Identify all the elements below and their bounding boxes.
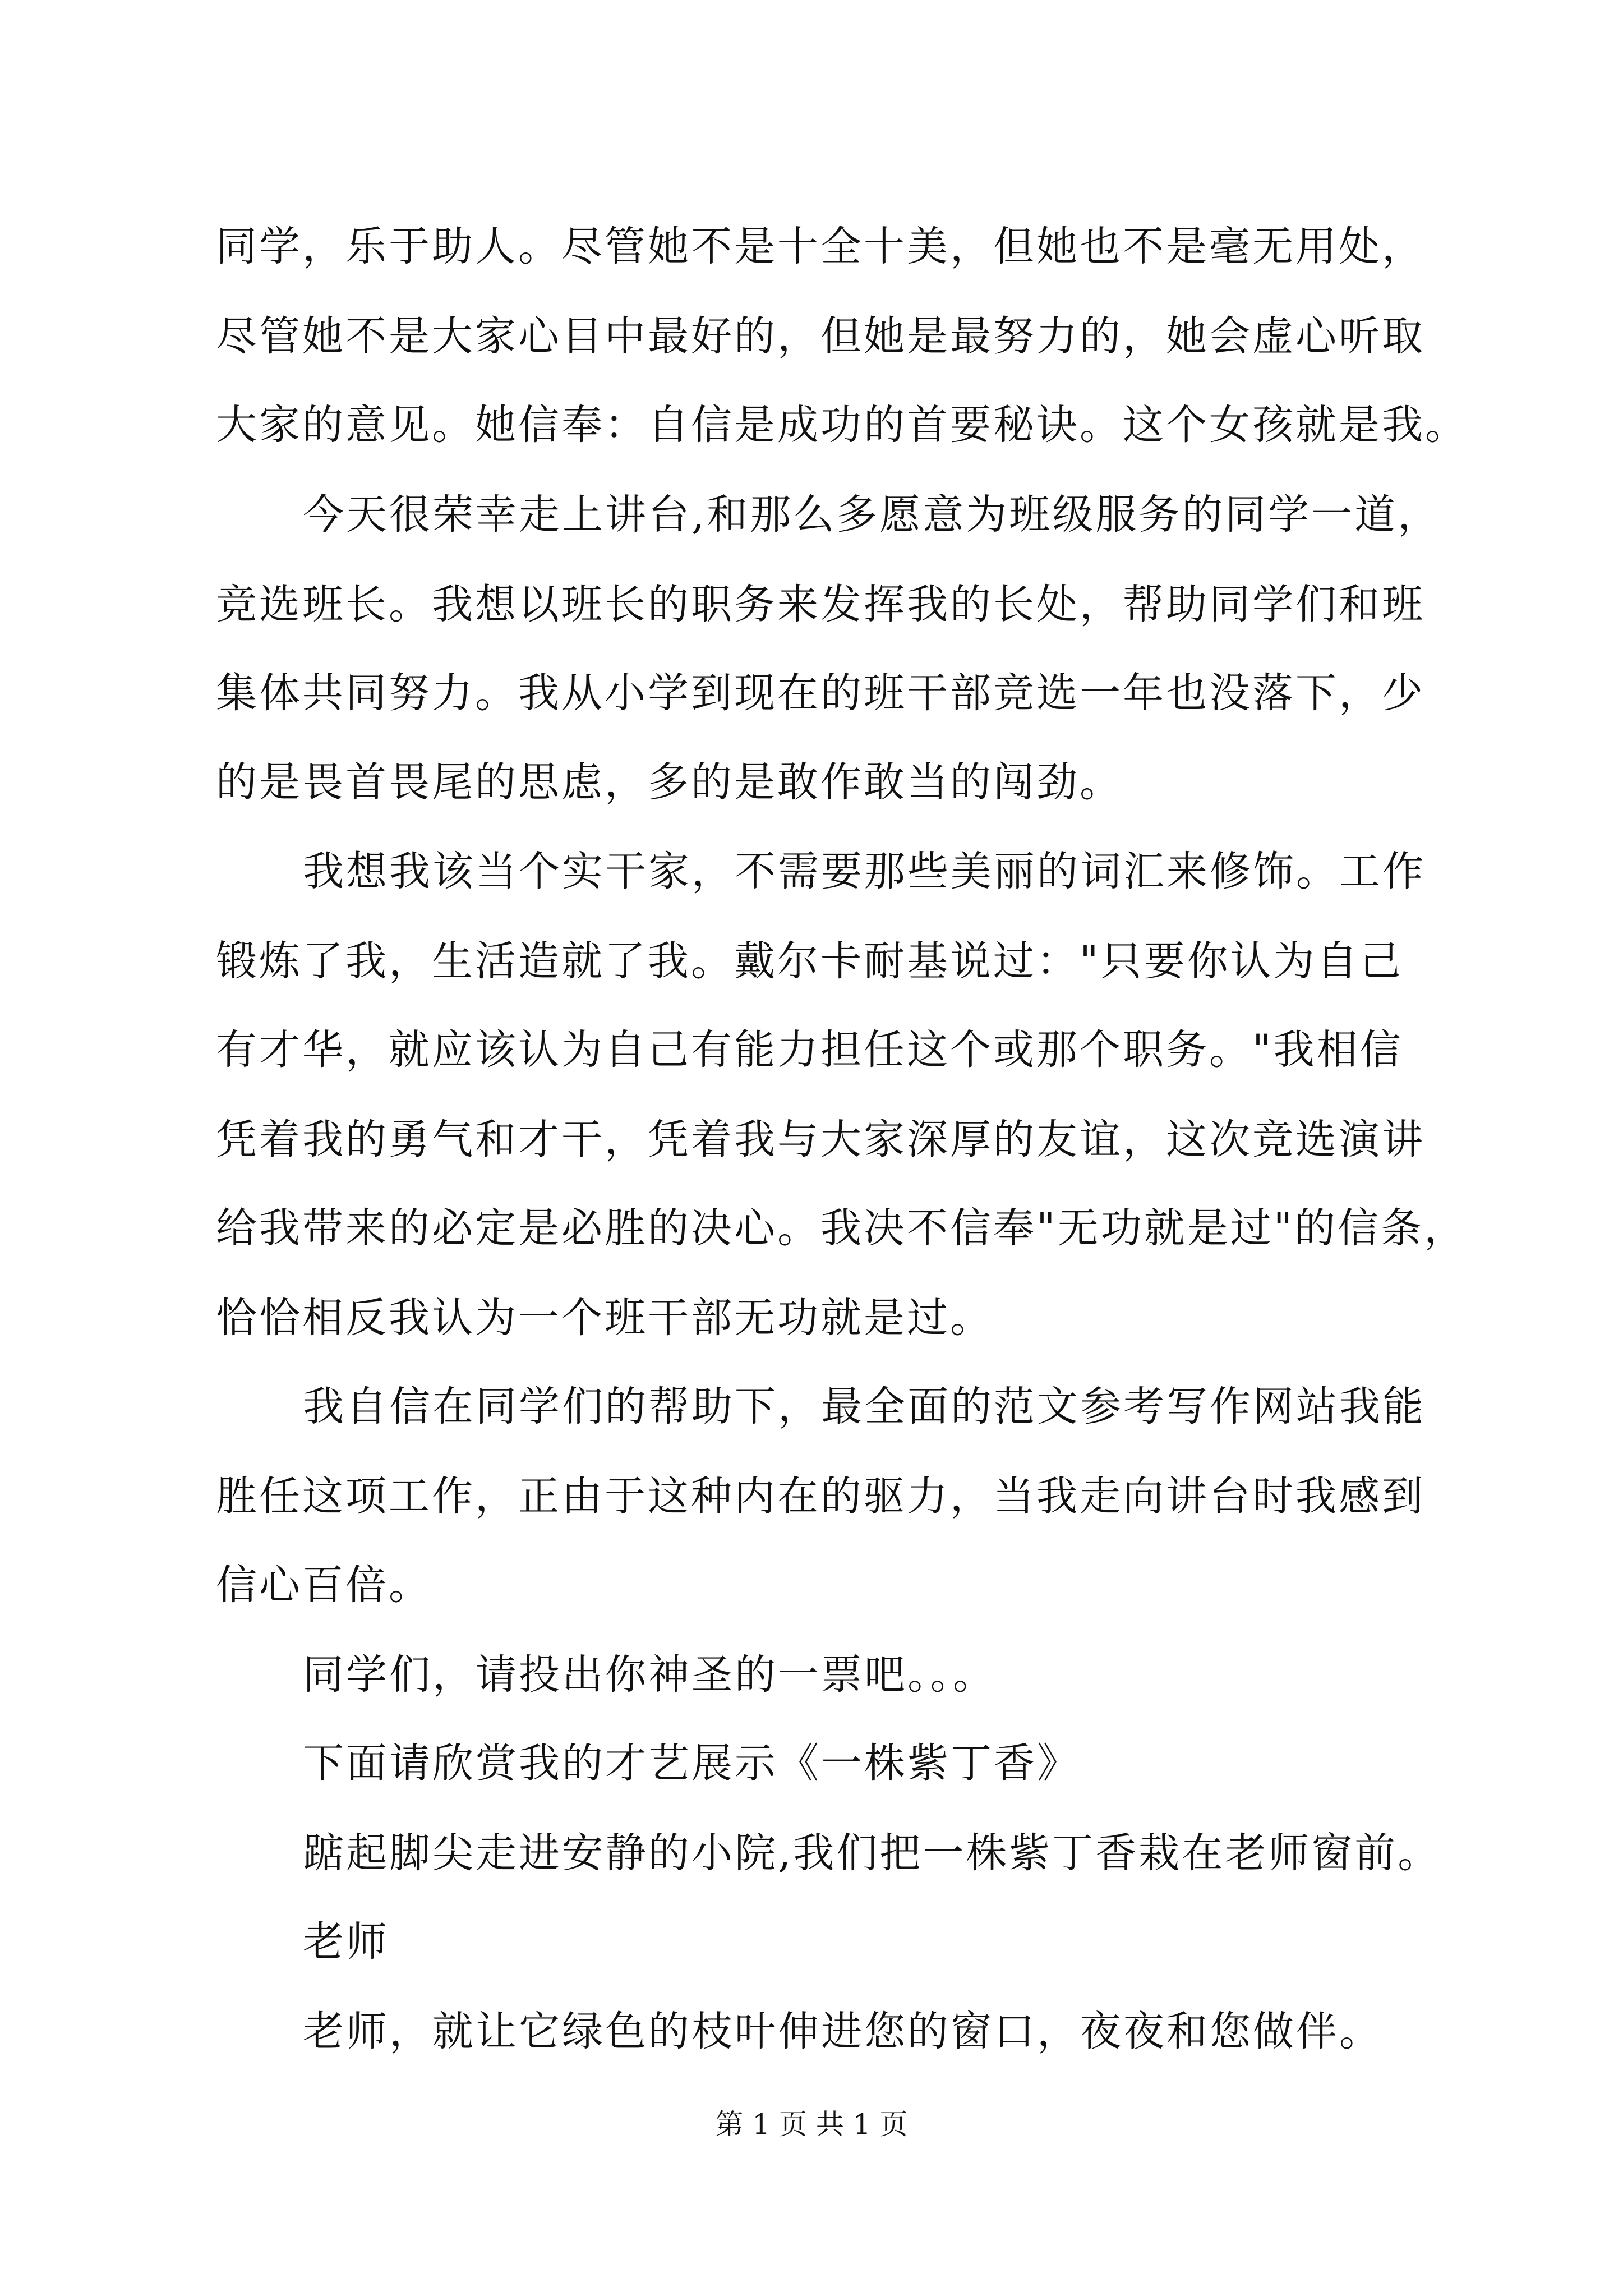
page-number-footer: 第 1 页 共 1 页 [715, 2108, 908, 2141]
text-line: 踮起脚尖走进安静的小院,我们把一株紫丁香栽在老师窗前。 [303, 1829, 1441, 1877]
text-line: 下面请欣赏我的才艺展示《一株紫丁香》 [303, 1740, 1080, 1787]
text-line: 尽管她不是大家心目中最好的，但她是最努力的，她会虚心听取 [216, 312, 1425, 360]
text-line: 大家的意见。她信奉：自信是成功的首要秘诀。这个女孩就是我。 [216, 401, 1468, 449]
text-line: 信心百倍。 [216, 1561, 432, 1609]
text-line: 的是畏首畏尾的思虑，多的是敢作敢当的闯劲。 [216, 758, 1123, 806]
text-line: 给我带来的必定是必胜的决心。我决不信奉"无功就是过"的信条， [216, 1204, 1468, 1252]
text-line: 老师 [303, 1918, 389, 1966]
text-line: 凭着我的勇气和才干，凭着我与大家深厚的友谊，这次竞选演讲 [216, 1116, 1425, 1163]
text-line: 同学，乐于助人。尽管她不是十全十美，但她也不是毫无用处， [216, 223, 1425, 270]
text-line: 我想我该当个实干家，不需要那些美丽的词汇来修饰。工作 [303, 848, 1426, 895]
text-line: 集体共同努力。我从小学到现在的班干部竞选一年也没落下，少 [216, 669, 1425, 717]
text-line: 有才华，就应该认为自己有能力担任这个或那个职务。"我相信 [216, 1026, 1403, 1074]
text-line: 胜任这项工作，正由于这种内在的驱力，当我走向讲台时我感到 [216, 1473, 1425, 1520]
text-line: 锻炼了我，生活造就了我。戴尔卡耐基说过："只要你认为自己 [216, 937, 1403, 985]
text-line: 竞选班长。我想以班长的职务来发挥我的长处，帮助同学们和班 [216, 581, 1425, 628]
text-line: 我自信在同学们的帮助下，最全面的范文参考写作网站我能 [303, 1383, 1426, 1430]
text-line: 同学们，请投出你神圣的一票吧。。。 [303, 1651, 996, 1699]
text-line: 恰恰相反我认为一个班干部无功就是过。 [216, 1294, 993, 1342]
text-line: 老师，就让它绿色的枝叶伸进您的窗口，夜夜和您做伴。 [303, 2008, 1382, 2055]
text-line: 今天很荣幸走上讲台,和那么多愿意为班级服务的同学一道， [303, 491, 1441, 539]
